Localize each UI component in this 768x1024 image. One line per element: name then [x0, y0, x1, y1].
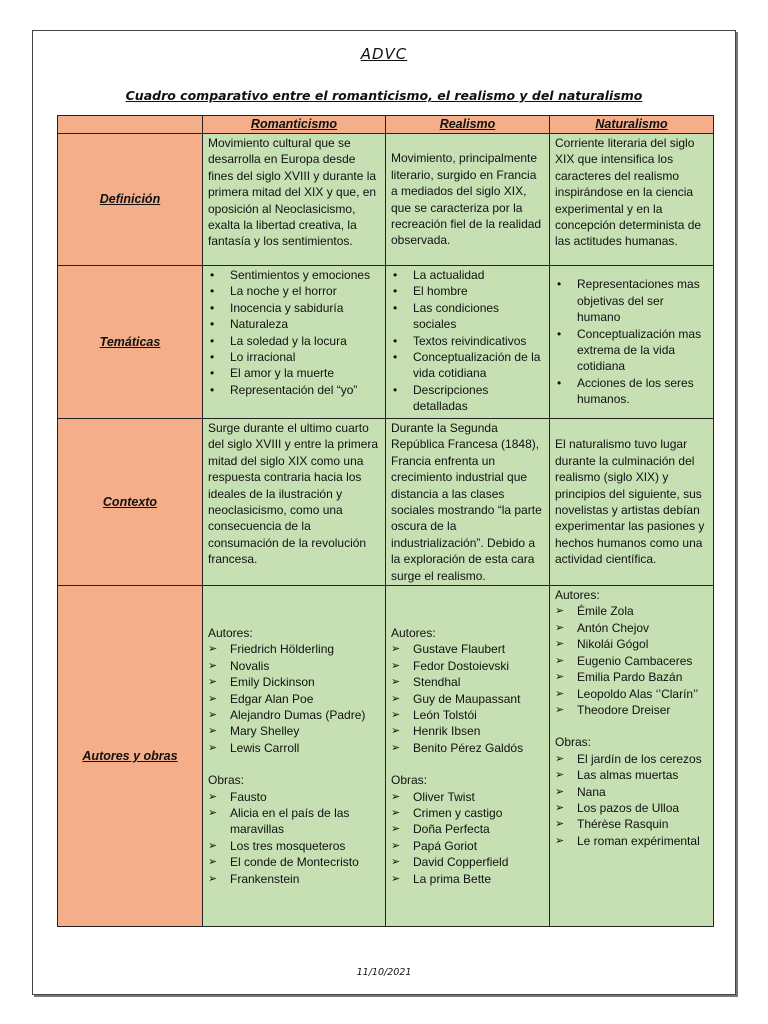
list-item: ➢ Fedor Dostoievski: [391, 658, 544, 674]
contexto-naturalismo: El naturalismo tuvo lugar durante la culminación del realismo (siglo XIX) y principios del siguiente, sus novelistas y artistas debían experimentar las pasiones y hechos humanos como una actividad científica.: [550, 419, 714, 586]
list-item: ➢ Papá Goriot: [391, 838, 544, 854]
footer-date: 11/10/2021: [356, 967, 412, 978]
list-item: • La actualidad: [391, 267, 544, 283]
list-item: ➢ Henrik Ibsen: [391, 723, 544, 739]
list-item: ➢ Leopoldo Alas ‘’Clarín’’: [555, 686, 708, 702]
tematicas-realismo-list: [391, 267, 544, 415]
author-initials: ADVC: [360, 45, 408, 63]
list-item: ➢ Antón Chejov: [555, 620, 708, 636]
list-item: • Las condiciones sociales: [391, 300, 544, 333]
list-item: ➢ Las almas muertas: [555, 767, 708, 783]
autores-naturalismo-list: [555, 603, 708, 718]
definicion-realismo: Movimiento, principalmente literario, surgido en Francia a mediados del siglo XIX, que se caracteriza por la recreación fiel de la realidad observada.: [386, 134, 550, 266]
list-item: ➢ El conde de Montecristo: [208, 854, 380, 870]
list-item: ➢ Frankenstein: [208, 871, 380, 887]
column-header-naturalismo: Naturalismo: [550, 116, 714, 134]
document-title: Cuadro comparativo entre el romanticismo, el realismo y del naturalismo: [125, 88, 643, 103]
list-item: ➢ Nana: [555, 784, 708, 800]
list-item: • La soledad y la locura: [208, 333, 380, 349]
autores-realismo: [386, 586, 550, 927]
list-item: ➢ Stendhal: [391, 674, 544, 690]
corner-cell: [58, 116, 203, 134]
list-item: • Acciones de los seres humanos.: [555, 375, 708, 408]
tematicas-realismo: [386, 266, 550, 419]
obras-label: Obras:: [208, 773, 245, 788]
list-item: ➢ León Tolstói: [391, 707, 544, 723]
list-item: ➢ Gustave Flaubert: [391, 641, 544, 657]
row-label-autores: Autores y obras: [58, 586, 203, 927]
list-item: • El hombre: [391, 283, 544, 299]
definicion-naturalismo: Corriente literaria del siglo XIX que intensifica los caracteres del realismo inspirándose en la ciencia experimental y en la concepción determinista de las actitudes humanas.: [550, 134, 714, 266]
list-item: ➢ Nikolái Gógol: [555, 636, 708, 652]
autores-realismo-list: [391, 641, 544, 756]
list-item: ➢ Doña Perfecta: [391, 821, 544, 837]
list-item: ➢ Alicia en el país de las maravillas: [208, 805, 380, 838]
list-item: ➢ Los tres mosqueteros: [208, 838, 380, 854]
list-item: • Conceptualización de la vida cotidiana: [391, 349, 544, 382]
tematicas-romanticismo-list: [208, 267, 380, 398]
list-item: • Conceptualización mas extrema de la vida cotidiana: [555, 326, 708, 375]
list-item: ➢ Le roman expérimental: [555, 833, 708, 849]
autores-label: Autores:: [391, 626, 436, 641]
list-item: ➢ Novalis: [208, 658, 380, 674]
list-item: ➢ Lewis Carroll: [208, 740, 380, 756]
list-item: • Inocencia y sabiduría: [208, 300, 380, 316]
list-item: • La noche y el horror: [208, 283, 380, 299]
row-label-contexto: Contexto: [58, 419, 203, 586]
list-item: ➢ Crimen y castigo: [391, 805, 544, 821]
list-item: ➢ Edgar Alan Poe: [208, 691, 380, 707]
definicion-romanticismo: Movimiento cultural que se desarrolla en Europa desde fines del siglo XVIII y durante la primera mitad del XIX y que, en oposición al Neoclasicismo, exalta la libertad creativa, la fantasía y los sentimientos.: [203, 134, 386, 266]
list-item: • Naturaleza: [208, 316, 380, 332]
list-item: ➢ Alejandro Dumas (Padre): [208, 707, 380, 723]
list-item: • Descripciones detalladas: [391, 382, 544, 415]
list-item: • Textos reivindicativos: [391, 333, 544, 349]
contexto-romanticismo: Surge durante el ultimo cuarto del siglo XVIII y entre la primera mitad del siglo XIX como una respuesta contraria hacia los ideales de la ilustración y neoclasicismo, como una consecuencia de la consumación de la revolución francesa.: [203, 419, 386, 586]
list-item: • Lo irracional: [208, 349, 380, 365]
list-item: ➢ Benito Pérez Galdós: [391, 740, 544, 756]
autores-naturalismo: [550, 586, 714, 927]
obras-label: Obras:: [391, 773, 428, 788]
list-item: • Representación del “yo”: [208, 382, 380, 398]
table-header-row: [58, 116, 714, 134]
tematicas-naturalismo: [550, 266, 714, 419]
list-item: ➢ Guy de Maupassant: [391, 691, 544, 707]
row-tematicas: [58, 266, 714, 419]
tematicas-naturalismo-list: [555, 276, 708, 407]
row-autores: [58, 586, 714, 927]
list-item: ➢ La prima Bette: [391, 871, 544, 887]
row-label-definicion: Definición: [58, 134, 203, 266]
obras-label: Obras:: [555, 735, 592, 750]
list-item: ➢ Theodore Dreiser: [555, 702, 708, 718]
list-item: ➢ Mary Shelley: [208, 723, 380, 739]
row-definicion: [58, 134, 714, 266]
list-item: ➢ Thérèse Rasquin: [555, 816, 708, 832]
autores-romanticismo: [203, 586, 386, 927]
list-item: ➢ Oliver Twist: [391, 789, 544, 805]
autores-label: Autores:: [555, 588, 600, 603]
list-item: • Sentimientos y emociones: [208, 267, 380, 283]
obras-romanticismo-list: [208, 789, 380, 887]
obras-naturalismo-list: [555, 751, 708, 849]
autores-label: Autores:: [208, 626, 253, 641]
list-item: ➢ Emilia Pardo Bazán: [555, 669, 708, 685]
obras-realismo-list: [391, 789, 544, 887]
column-header-romanticismo: Romanticismo: [203, 116, 386, 134]
list-item: ➢ Friedrich Hölderling: [208, 641, 380, 657]
list-item: ➢ Emily Dickinson: [208, 674, 380, 690]
autores-romanticismo-list: [208, 641, 380, 756]
list-item: • El amor y la muerte: [208, 365, 380, 381]
row-label-tematicas: Temáticas: [58, 266, 203, 419]
list-item: ➢ Los pazos de Ulloa: [555, 800, 708, 816]
tematicas-romanticismo: [203, 266, 386, 419]
contexto-realismo: Durante la Segunda República Francesa (1848), Francia enfrenta un crecimiento industrial que distancia a las clases sociales mostrando “la parte oscura de la industrialización”. Debido a la exploración de esta cara surge el realismo.: [386, 419, 550, 586]
list-item: ➢ Fausto: [208, 789, 380, 805]
list-item: ➢ David Copperfield: [391, 854, 544, 870]
list-item: ➢ Eugenio Cambaceres: [555, 653, 708, 669]
list-item: ➢ Émile Zola: [555, 603, 708, 619]
comparison-table: [57, 115, 714, 927]
row-contexto: [58, 419, 714, 586]
list-item: • Representaciones mas objetivas del ser humano: [555, 276, 708, 325]
column-header-realismo: Realismo: [386, 116, 550, 134]
list-item: ➢ El jardín de los cerezos: [555, 751, 708, 767]
document-page: [32, 30, 736, 995]
